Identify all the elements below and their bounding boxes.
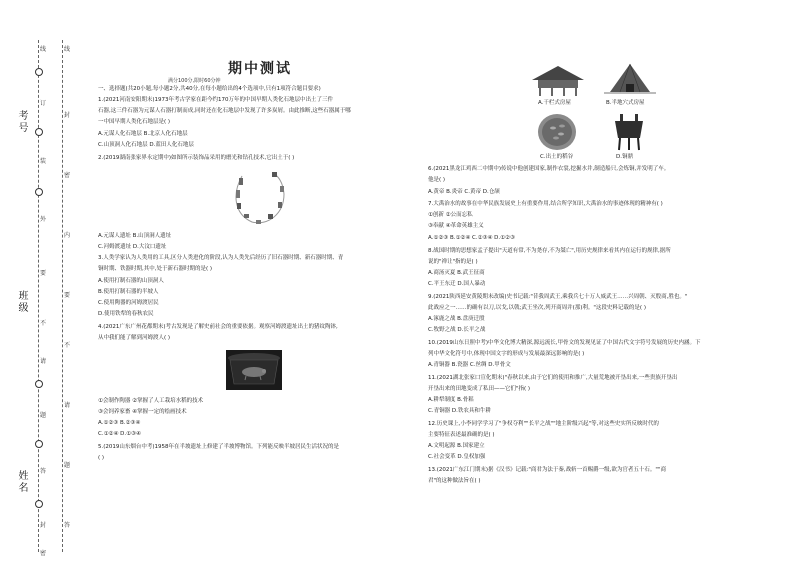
question-line: A.元谋人化石地层 B.北京人化石地层 [98,131,188,137]
page-title: 期中测试 [228,61,292,77]
binding-hole [35,68,43,76]
figure-caption-d: D.铜鼎 [616,154,633,160]
pig-pottery-bowl-image [226,350,282,390]
margin-char: 内 [64,232,71,239]
question-line: 从中我们能了解到河姆渡人( ) [98,335,171,341]
question-line: A.商汤灭夏 B.武王征商 [428,270,485,276]
binding-hole [35,500,43,508]
question-line: D.使用铁犁的春秋农民 [98,311,154,317]
margin-char: 封 [64,112,71,119]
question-line: 4.(2021广东广州花都期末)考古发现是了解史前社会的重要依据。观察河姆渡遗址出土的猪纹陶钵, [98,324,338,330]
question-line: 10.(2019山东日照中考)中华文化博大精深,源远流长,甲骨文的发现见证了中国古代文字符号发展的历史内涵。下 [428,340,701,346]
margin-char: 答 [64,522,71,529]
margin-char: 题 [64,462,71,469]
name-label: 姓名 [16,470,27,494]
semi-subterranean-house-image [604,62,656,98]
binding-hole [35,188,43,196]
question-line: 列中华文化符号中,体现中国文字的形成与发展最深远影响的是( ) [428,351,585,357]
question-line: 5.(2019山东烟台中考)1958年在半坡遗址上修建了半坡博物馆。下列能反映半坡居民生活状况的是 [98,444,340,450]
question-line: A.①②③ B.②③④ [98,420,141,426]
question-line: 一、选择题(共20小题,每小题2分,共40分,在每小题给出的4个选项中,只有1项符合题目要求) [98,86,321,92]
question-line: 9.(2021陕西延安黄陵期末改编)史书记载:"昔我周武王,乘我兵七十万人威武王……兴周朝、灭殷商,胜也。" [428,294,688,300]
question-line: 主要特征表述最准确的是( ) [428,432,495,438]
question-line: A.使用打制石器的山顶洞人 [98,278,164,284]
question-line: A.青铜器 B.瓷器 C.丝绸 D.甲骨文 [428,362,511,368]
stilt-house-image [528,64,588,98]
ancient-rice-image [536,112,578,152]
question-line: 开垦出来的田地变成了私田——它们"指( ) [428,386,531,392]
question-line: 他是( ) [428,177,446,183]
margin-char: 题 [40,412,47,419]
question-line: 12.历史课上,小李同学学习了"争权夺利""长平之战""地主阶级兴起"等,对这些史实所反映时代的 [428,421,659,427]
question-line: C.使用陶器的河姆渡居民 [98,300,159,306]
margin-char: 不 [64,342,71,349]
question-line: 8.战国时期的思想家孟子提出"天道有常,不为尧存,不为桀亡",用历史规律来看其内在运行的规律,据所 [428,248,671,254]
question-line: B.使用打制石器的半坡人 [98,289,159,295]
question-line: ( ) [98,455,105,461]
question-line: C.河姆渡遗址 D.大汶口遗址 [98,244,167,250]
binding-margin [0,0,90,562]
binding-hole [35,128,43,136]
question-line: C.山顶洞人化石地层 D.蓝田人化石地层 [98,142,194,148]
margin-char: 请 [64,402,71,409]
question-line: 6.(2021黑龙江鸡西二中期中)传说中他创建国家,制作衣裳,挖掘水井,制造船只,会炼铜,并发明了车。 [428,166,670,172]
question-line: A.①②③ B.①②④ C.②③④ D.①②③ [428,235,515,241]
question-line: A.黄帝 B.炎帝 C.黄帝 D.仓颉 [428,189,500,195]
margin-char: 不 [40,320,47,327]
question-line: C.牧野之战 D.长平之战 [428,327,486,333]
question-line: 13.(2021广东江门期末)据《汉书》记载:"商君为法于秦,战斩一首赐爵一级,欲为官者五十石。""商 [428,467,666,473]
figure-caption-c: C.出土的稻谷 [540,154,574,160]
margin-char: 订 [40,100,47,107]
page-subtitle: 满分100分,限时60分钟 [168,78,221,84]
question-line: ③奉献 ④革命英雄主义 [428,223,484,229]
question-line: 3.人类学家认为人类用的工具,区分人类进化的阶段,认为人类先后经历了旧石器时期、新石器时期、青 [98,255,344,261]
question-line: A.涿鹿之战 B.盘庚迁殷 [428,316,485,322]
question-line: C.青铜器 D.铁农具和牛耕 [428,408,491,414]
question-line: 说的"禅让"指的是( ) [428,259,478,265]
margin-char: 请 [40,358,47,365]
margin-char: 装 [40,158,47,165]
margin-char: 外 [40,216,47,223]
question-line: C.社会变革 D.皇权加强 [428,454,486,460]
question-line: ①会制作陶器 ②掌握了人工栽培水稻的技术 [98,398,204,404]
question-line: 7.大禹治水的故事在中华民族发展史上有重要作用,结合所学知识,大禹治水的事迹体现的精神有( ) [428,201,663,207]
question-line: 1.(2021河南安阳期末)1973年考古学家在距今约170万年的中国早期人类化石地层中出土了三件 [98,97,334,103]
cut-line-inner [62,40,63,552]
question-line: 一中国早期人类化石地层是( ) [98,119,171,125]
question-line: 2.(2019湖南张家界永定期中)如图所示装饰品采用的磨光和钻孔技术,它出土于( ) [98,155,295,161]
bronze-ding-image [612,112,646,152]
margin-char: 答 [40,468,47,475]
class-label: 班级 [16,290,27,314]
binding-hole [35,380,43,388]
margin-char: 封 [40,522,47,529]
margin-char: 线 [40,46,47,53]
figure-caption-a: A.干栏式房屋 [538,100,571,106]
question-line: A.耕犁制度 B.骨耜 [428,397,474,403]
margin-char: 要 [40,270,47,277]
question-line: C.平王东迁 D.国人暴动 [428,281,486,287]
cut-line-outer [38,40,39,552]
binding-hole [35,440,43,448]
margin-char: 线 [64,46,71,53]
question-line: C.①②④ D.①③④ [98,431,141,437]
margin-char: 密 [40,550,47,557]
question-line: ①创新 ②公而忘私 [428,212,473,218]
question-line: A.元谋人遗址 B.山顶洞人遗址 [98,233,172,239]
margin-char: 密 [64,172,71,179]
question-line: 11.(2021湖北张家口宣化期末)"春秋以来,由于它们的使用和推广,大量荒地被开垦出来,一些贵族开垦出 [428,375,678,381]
bead-necklace-image [228,168,292,230]
question-line: 铜时期、铁器时期,其中,处于新石器时期的是( ) [98,266,213,272]
question-line: A.文明起源 B.国家建立 [428,443,485,449]
exam-id-label: 考号 [16,110,27,134]
question-line: 此战应之一……的确有以刀,以戈,以戟;武王坐次,列开商周并(那)利。"这段史料记载的是( ) [428,305,646,311]
question-line: 石器,这三件石器为元谋人石器打制而成,同时还在化石地层中发现了许多炭屑。由此推断,这些石器属于哪 [98,108,351,114]
question-line: ③会饲养家畜 ④掌握一定的绘画技术 [98,409,187,415]
figure-caption-b: B.半地穴式房屋 [606,100,645,106]
margin-char: 要 [64,292,71,299]
question-line: 君"的这种做法旨在( ) [428,478,481,484]
